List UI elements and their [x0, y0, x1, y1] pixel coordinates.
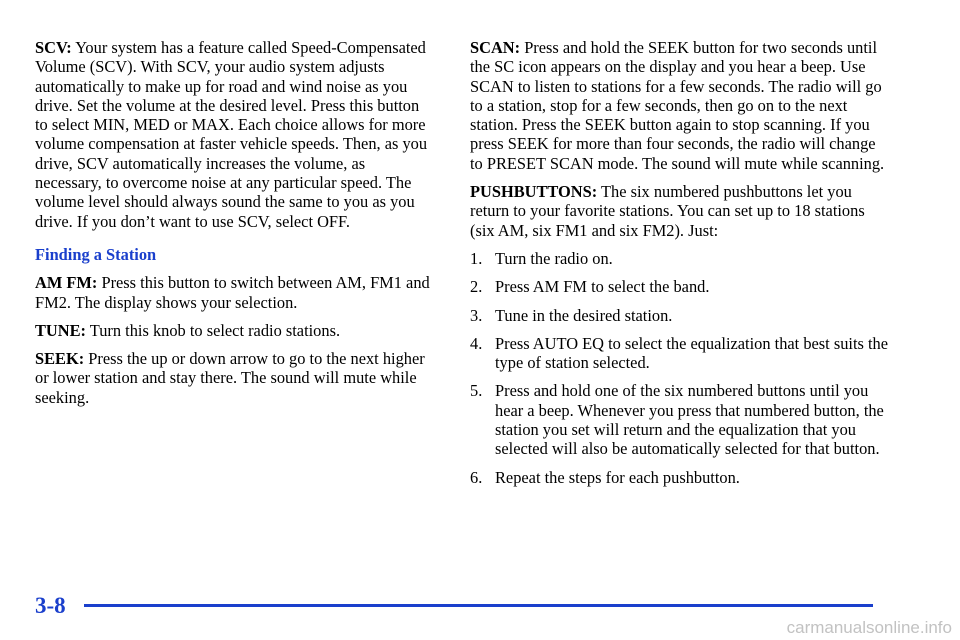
watermark: carmanualsonline.info [786, 618, 952, 637]
step-text: Press AM FM to select the band. [495, 277, 710, 297]
step-number: 2. [470, 277, 483, 297]
finding-a-station-heading: Finding a Station [35, 244, 157, 264]
step-text: Turn the radio on. [495, 248, 613, 268]
amfm-text: Press this button to switch between AM, FM1 and FM2. The display shows your selection. [35, 273, 430, 312]
right-column [470, 38, 890, 496]
pushbuttons-text: The six numbered pushbuttons let you return to your favorite stations. You can set up to 18 stations (six AM, six FM1 and six FM2). Just: [470, 182, 865, 240]
scan-text: Press and hold the SEEK button for two seconds until the SC icon appears on the display and you hear a beep. Use SCAN to listen to stations for a few seconds. The radio will go to a station, stop for a few seconds, then go on to the next station. Press the SEEK button again to stop scanning. If you press SEEK for more than four seconds, the radio will change to PRESET SCAN mode. The sound will mute while scanning. [470, 38, 885, 173]
step-item [470, 381, 890, 458]
step-number: 6. [470, 467, 483, 487]
step-item [470, 306, 890, 325]
tune-text: Turn this knob to select radio stations. [86, 320, 341, 340]
step-text: Repeat the steps for each pushbutton. [495, 467, 740, 487]
footer-divider [84, 604, 873, 607]
step-text: Tune in the desired station. [495, 305, 673, 325]
amfm-paragraph [35, 273, 435, 312]
scv-term: SCV: [35, 38, 72, 57]
step-item [470, 277, 890, 296]
tune-term: TUNE: [35, 320, 86, 340]
step-number: 1. [470, 248, 483, 268]
step-text: Press and hold one of the six numbered buttons until you hear a beep. Whenever you press that numbered button, the station you set will return and the equalization that you selected will also be automatically selected for that button. [495, 381, 884, 459]
seek-text: Press the up or down arrow to go to the next higher or lower station and stay there. The sound will mute while seeking. [35, 349, 425, 407]
pushbuttons-term: PUSHBUTTONS: [470, 182, 598, 202]
scan-term: SCAN: [470, 38, 521, 57]
amfm-term: AM FM: [35, 273, 98, 293]
seek-term: SEEK: [35, 349, 85, 369]
scv-paragraph [35, 38, 435, 231]
step-text: Press AUTO EQ to select the equalization that best suits the type of station selected. [495, 333, 888, 373]
left-column [35, 38, 435, 416]
steps-list [470, 249, 890, 487]
seek-paragraph [35, 349, 435, 407]
scv-text: Your system has a feature called Speed-Compensated Volume (SCV). With SCV, your audio system adjusts automatically to make up for road and wind noise as you drive. Set the volume at the desired level. Press this button to select MIN, MED or MAX. Each choice allows for more volume compensation at faster vehicle speeds. Then, as you drive, SCV automatically increases the volume, as necessary, to overcome noise at any particular speed. The volume level should always sound the same to you as you drive. If you don’t want to use SCV, select OFF. [35, 38, 428, 231]
step-item [470, 249, 890, 268]
step-item [470, 468, 890, 487]
pushbuttons-paragraph [470, 182, 890, 240]
step-number: 4. [470, 333, 483, 353]
page-number: 3-8 [35, 593, 66, 618]
step-number: 3. [470, 305, 483, 325]
step-item [470, 334, 890, 373]
tune-paragraph [35, 321, 435, 340]
step-number: 5. [470, 381, 483, 401]
scan-paragraph [470, 38, 890, 173]
